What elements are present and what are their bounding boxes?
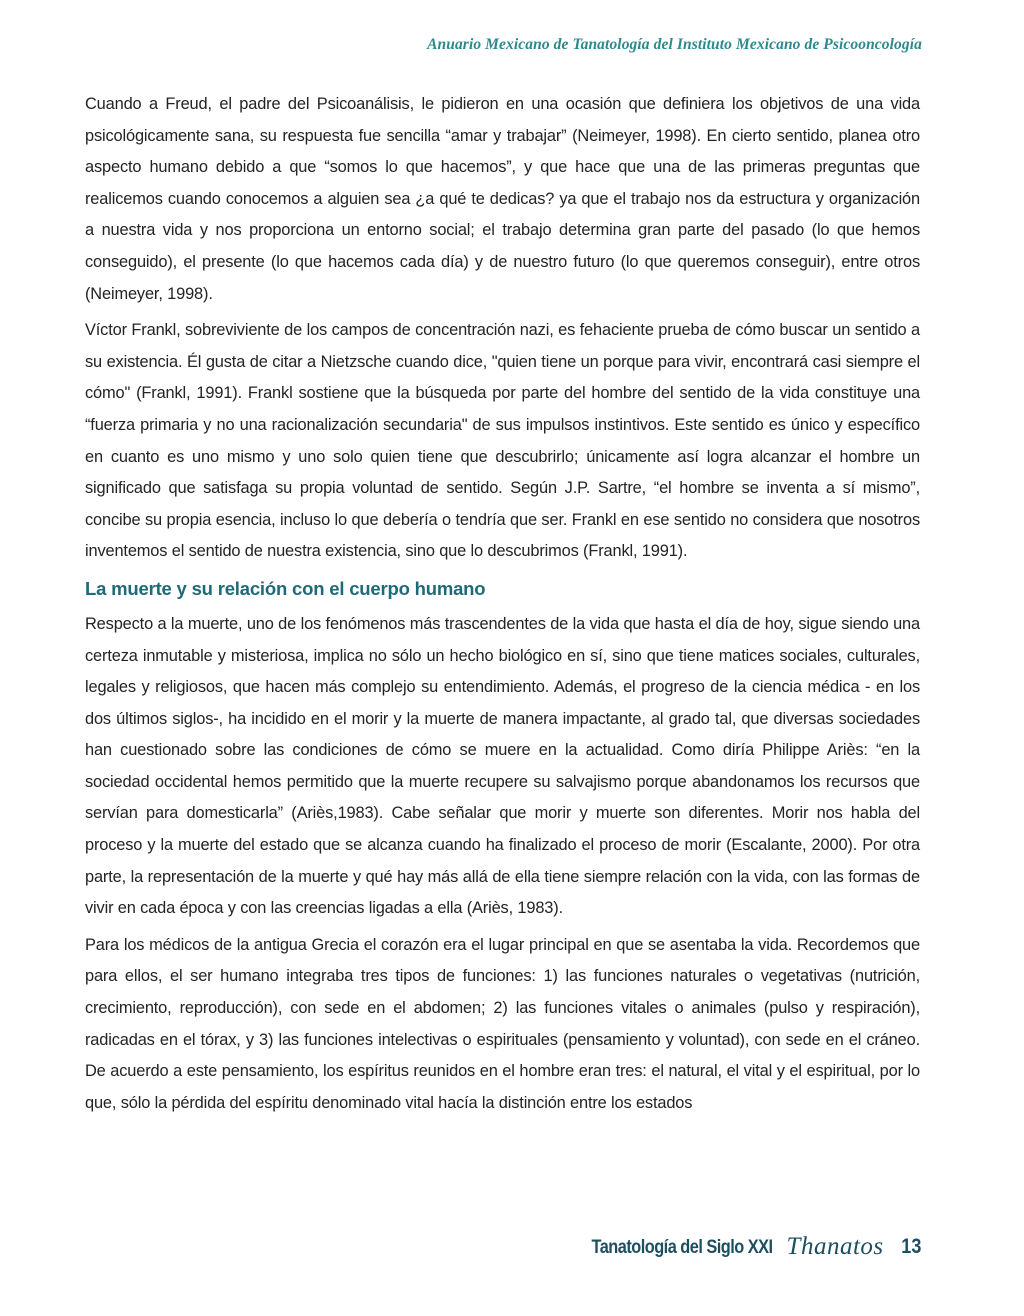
thanatos-logo: Thanatos [786, 1233, 884, 1260]
journal-header: Anuario Mexicano de Tanatología del Instituto Mexicano de Psicooncología [427, 36, 922, 53]
page-footer [562, 1232, 921, 1268]
section-heading: La muerte y su relación con el cuerpo humano [85, 577, 486, 599]
body-paragraph: Cuando a Freud, el padre del Psicoanálisis, le pidieron en una ocasión que definiera los objetivos de una vida psicológicamente sana, su respuesta fue sencilla “amar y trabajar” (Neimeyer, 1998). En cierto sentido, planea otro aspecto humano debido a que “somos lo que hacemos”, y que hace que una de las primeras preguntas que realicemos cuando conocemos a alguien sea ¿a qué te dedicas? ya que el trabajo nos da estructura y organización a nuestra vida y nos proporciona un entorno social; el trabajo determina gran parte del pasado (lo que hemos conseguido), el presente (lo que hacemos cada día) y de nuestro futuro (lo que queremos conseguir), entre otros (Neimeyer, 1998). [85, 95, 920, 303]
body-paragraph: Víctor Frankl, sobreviviente de los campos de concentración nazi, es fehaciente prueba de cómo buscar un sentido a su existencia. Él gusta de citar a Nietzsche cuando dice, "quien tiene un porque para vivir, encontrará casi siempre el cómo" (Frankl, 1991). Frankl sostiene que la búsqueda por parte del hombre del sentido de la vida constituye una “fuerza primaria y no una racionalización secundaria" de sus impulsos instintivos. Este sentido es único y específico en cuanto es uno mismo y uno solo quien tiene que descubrirlo; únicamente así logra alcanzar el hombre un significado que satisfaga su propia voluntad de sentido. Según J.P. Sartre, “el hombre se inventa a sí mismo”, concibe su propia esencia, incluso lo que debería o tendría que ser. Frankl en ese sentido no considera que nosotros inventemos el sentido de nuestra existencia, sino que lo descubrimos (Frankl, 1991). [85, 321, 920, 561]
article-body [85, 89, 920, 1124]
body-paragraph: Respecto a la muerte, uno de los fenómenos más trascendentes de la vida que hasta el día de hoy, sigue siendo una certeza inmutable y misteriosa, implica no sólo un hecho biológico en sí, sino que tiene matices sociales, culturales, legales y religiosos, que hacen más complejo su entendimiento. Además, el progreso de la ciencia médica - en los dos últimos siglos-, ha incidido en el morir y la muerte de manera impactante, al grado tal, que diversas sociedades han cuestionado sobre las condiciones de cómo se muere en la actualidad. Como diría Philippe Ariès: “en la sociedad occidental hemos permitido que la muerte recupere su salvajismo porque abandonamos los recursos que servían para domesticarla” (Ariès,1983). Cabe señalar que morir y muerte son diferentes. Morir nos habla del proceso y la muerte del estado que se alcanza cuando ha finalizado el proceso de morir (Escalante, 2000). Por otra parte, la representación de la muerte y qué hay más allá de ella tiene siempre relación con la vida, con las formas de vivir en cada época y con las creencias ligadas a ella (Ariès, 1983). [85, 614, 920, 918]
footer-publication-title: Tanatología del Siglo XXI [591, 1237, 773, 1258]
body-paragraph: Para los médicos de la antigua Grecia el corazón era el lugar principal en que se asentaba la vida. Recordemos que para ellos, el ser humano integraba tres tipos de funciones: 1) las funciones naturales o vegetativas (nutrición, crecimiento, reproducción), con sede en el abdomen; 2) las funciones vitales o animales (pulso y respiración), radicadas en el tórax, y 3) las funciones intelectivas o espirituales (pensamiento y voluntad), con sede en el cráneo. De acuerdo a este pensamiento, los espíritus reunidos en el hombre eran tres: el natural, el vital y el espiritual, por lo que, sólo la pérdida del espíritu denominado vital hacía la distinción entre los estados [85, 935, 920, 1112]
page-number: 13 [900, 1235, 921, 1258]
